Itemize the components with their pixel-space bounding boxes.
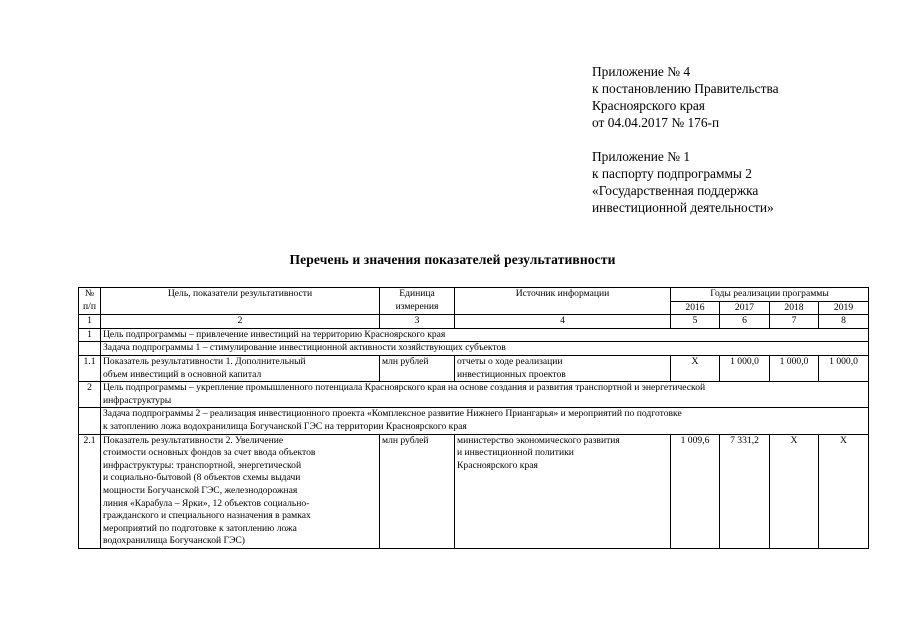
table-row-task-1 <box>79 342 869 356</box>
indicators-table <box>78 287 869 549</box>
column-number: 2 <box>101 315 380 329</box>
appendix-header-1 <box>592 63 779 131</box>
value-2016: X <box>671 355 720 381</box>
document-title: Перечень и значения показателей результативности <box>289 252 616 267</box>
appendix-header-2 <box>592 148 774 216</box>
indicator-unit: млн рублей <box>380 355 455 381</box>
appendix-2-line: инвестиционной деятельности» <box>592 200 774 215</box>
header-year: 2017 <box>720 301 770 315</box>
column-number: 3 <box>380 315 455 329</box>
column-number: 7 <box>770 315 819 329</box>
indicator-text: Показатель результативности 1. Дополнительный объем инвестиций в основной капитал <box>101 355 380 381</box>
appendix-2-line: к паспорту подпрограммы 2 <box>592 166 752 181</box>
appendix-1-line: Приложение № 4 <box>592 64 691 79</box>
column-number: 1 <box>79 315 101 329</box>
row-number <box>79 342 101 356</box>
header-year: 2016 <box>671 301 720 315</box>
header-source: Источник информации <box>455 288 671 315</box>
appendix-1-line: к постановлению Правительства <box>592 81 779 96</box>
row-number: 1 <box>79 328 101 342</box>
header-unit: Единица измерения <box>380 288 455 315</box>
row-number: 2.1 <box>79 434 101 548</box>
table-row-indicator-2-1 <box>79 434 869 548</box>
column-number: 5 <box>671 315 720 329</box>
value-2019: 1 000,0 <box>819 355 869 381</box>
table-header-row <box>79 288 869 302</box>
column-number: 6 <box>720 315 770 329</box>
value-2018: X <box>770 434 819 548</box>
header-num: № п/п <box>79 288 101 315</box>
header-year: 2019 <box>819 301 869 315</box>
appendix-1-line: Красноярского края <box>592 98 705 113</box>
value-2017: 1 000,0 <box>720 355 770 381</box>
appendix-1-line: от 04.04.2017 № 176-п <box>592 115 720 130</box>
column-number: 8 <box>819 315 869 329</box>
row-number: 2 <box>79 382 101 408</box>
indicator-text: Показатель результативности 2. Увеличение стоимости основных фондов за счет ввода объектов инфраструктуры: транспортной, энергетической и социально-бытовой (8 объектов схемы выдачи мощности Богучанской ГЭС, железнодорожная линия «Карабула – Ярки», 12 объектов социально- гражданского и специального назначения в рамках мероприятий по подготовке к затоплению ложа водохранилища Богучанской ГЭС) <box>101 434 380 548</box>
appendix-2-line: Приложение № 1 <box>592 149 691 164</box>
table-row-goal-2 <box>79 382 869 408</box>
goal-text: Цель подпрограммы – укрепление промышленного потенциала Красноярского края на основе создания и развития транспортной и энергетической инфраструктуры <box>101 382 869 408</box>
appendix-2-line: «Государственная поддержка <box>592 183 759 198</box>
task-text: Задача подпрограммы 1 – стимулирование инвестиционной активности хозяйствующих субъектов <box>101 342 869 356</box>
value-2016: 1 009,6 <box>671 434 720 548</box>
indicator-source: министерство экономического развития и инвестиционной политики Красноярского края <box>455 434 671 548</box>
goal-text: Цель подпрограммы – привлечение инвестиций на территорию Красноярского края <box>101 328 869 342</box>
column-numbers-row <box>79 315 869 329</box>
row-number: 1.1 <box>79 355 101 381</box>
header-year: 2018 <box>770 301 819 315</box>
header-years-group: Годы реализации программы <box>671 288 869 302</box>
task-text: Задача подпрограммы 2 – реализация инвестиционного проекта «Комплексное развитие Нижнего Приангарья» и мероприятий по подготовке к затоплению ложа водохранилища Богучанской ГЭС на территории Красноярского края <box>101 408 869 434</box>
value-2019: X <box>819 434 869 548</box>
table-row-goal-1 <box>79 328 869 342</box>
table-row-task-2 <box>79 408 869 434</box>
indicator-source: отчеты о ходе реализации инвестиционных проектов <box>455 355 671 381</box>
value-2018: 1 000,0 <box>770 355 819 381</box>
header-goal: Цель, показатели результативности <box>101 288 380 315</box>
column-number: 4 <box>455 315 671 329</box>
indicator-unit: млн рублей <box>380 434 455 548</box>
row-number <box>79 408 101 434</box>
value-2017: 7 331,2 <box>720 434 770 548</box>
table-row-indicator-1-1 <box>79 355 869 381</box>
